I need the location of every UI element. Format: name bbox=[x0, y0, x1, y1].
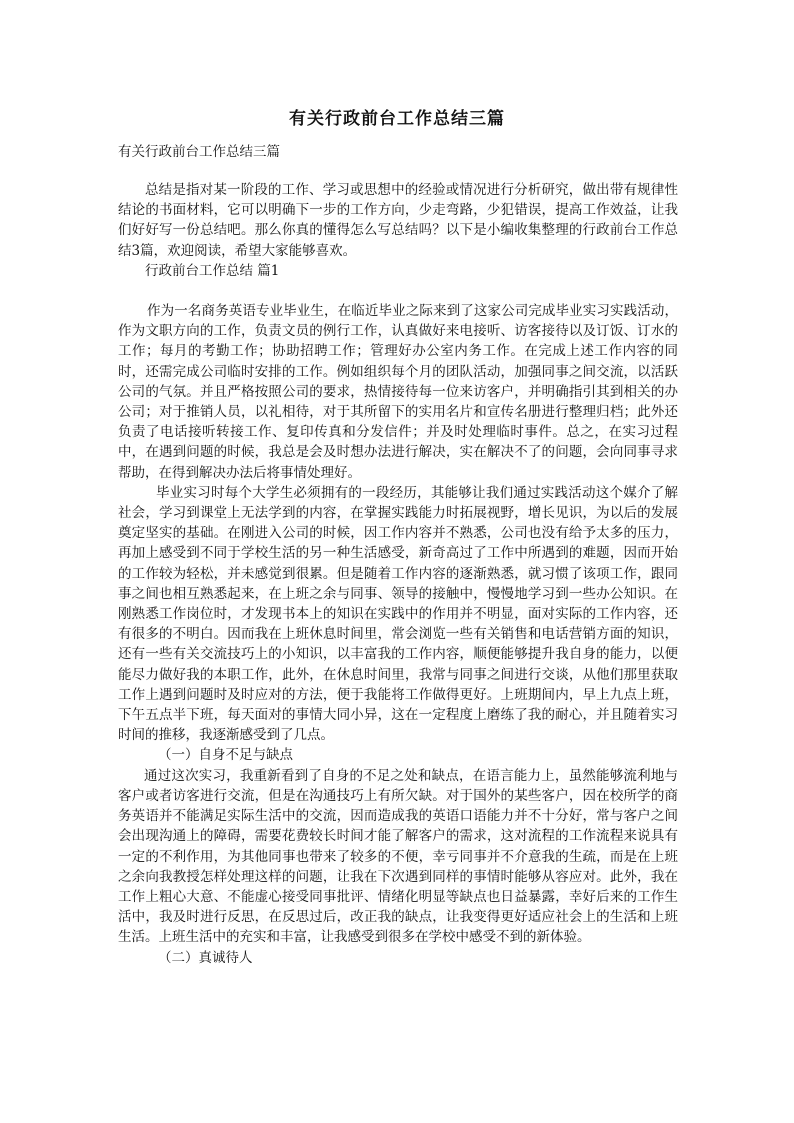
section-subheading: （一）自身不足与缺点 bbox=[158, 747, 293, 764]
paragraph-gap bbox=[118, 281, 678, 301]
document-title: 有关行政前台工作总结三篇 bbox=[289, 109, 505, 129]
body-paragraph: 通过这次实习，我重新看到了自身的不足之处和缺点，在语言能力上，虽然能够流利地与客户或者访客进行交流，但是在沟通技巧上有所欠缺。对于国外的某些客户，因在校所学的商务英语并不能满足实际生活中的交流，因而造成我的英语口语能力并不十分好，常与客户之间会出现沟通上的障碍，需要花费较长时间才能了解客户的需求，这对流程的工作流程来说具有一定的不利作用，为其他同事也带来了较多的不便，幸亏同事并不介意我的生疏，而是在上班之余向我教授怎样处理这样的问题，让我在下次遇到同样的事情时能够从容应对。此外，我在工作上粗心大意、不能虚心接受同事批评、情绪化明显等缺点也日益暴露，幸好后来的工作生活中，我及时进行反思，在反思过后，改正我的缺点，让我变得更好适应社会上的生活和上班生活。上班生活中的充实和丰富，让我感受到很多在学校中感受不到的新体验。 bbox=[118, 767, 678, 946]
body-paragraph: 作为一名商务英语专业毕业生，在临近毕业之际来到了这家公司完成毕业实习实践活动，作为文职方向的工作，负责文员的例行工作，认真做好来电接听、访客接待以及订饭、订水的工作；每月的考勤工作；协助招聘工作；管理好办公室内务工作。在完成上述工作内容的同时，还需完成公司临时安排的工作。例如组织每个月的团队活动，加强同事之间交流，以活跃公司的气氛。并且严格按照公司的要求，热情接待每一位来访客户，并明确指引其到相关的办公司；对于推销人员，以礼相待，对于其所留下的实用名片和宣传名册进行整理归档；此外还负责了电话接听转接工作、复印传真和分发信件；并及时处理临时事件。总之，在实习过程中，在遇到问题的时候，我总是会及时想办法进行解决，实在解决不了的问题，会向同事寻求帮助，在得到解决办法后将事情处理好。 bbox=[118, 303, 678, 481]
document-body bbox=[118, 180, 678, 968]
intro-paragraph: 总结是指对某一阶段的工作、学习或思想中的经验或情况进行分析研究，做出带有规律性结论的书面材料，它可以明确下一步的工作方向，少走弯路，少犯错误，提高工作效益，让我们好好写一份总结吧。那么你真的懂得怎么写总结吗？以下是小编收集整理的行政前台工作总结3篇，欢迎阅读，希望大家能够喜欢。 bbox=[118, 182, 678, 259]
body-paragraph: 毕业实习时每个大学生必须拥有的一段经历，其能够让我们通过实践活动这个媒介了解社会，学习到课堂上无法学到的内容，在掌握实践能力时拓展视野，增长见识，为以后的发展奠定坚实的基础。在刚进入公司的时候，因工作内容并不熟悉，公司也没有给予太多的压力，再加上感受到不同于学校生活的另一种生活感受，新奇高过了工作中所遇到的难题，因而开始的工作较为轻松，并未感觉到很累。但是随着工作内容的逐渐熟悉，就习惯了该项工作，跟同事之间也相互熟悉起来，在上班之余与同事、领导的接触中，慢慢地学习到一些办公知识。在刚熟悉工作岗位时，才发现书本上的知识在实践中的作用并不明显，面对实际的工作内容，还有很多的不明白。因而我在上班休息时间里，常会浏览一些有关销售和电话营销方面的知识，还有一些有关交流技巧上的小知识，以丰富我的工作内容，顺便能够提升我自身的能力，以便能尽力做好我的本职工作，此外，在休息时间里，我常与同事之间进行交谈，从他们那里获取工作上遇到问题时及时应对的方法，便于我能将工作做得更好。上班期间内，早上九点上班，下午五点半下班，每天面对的事情大同小异，这在一定程度上磨练了我的耐心，并且随着实习时间的推移，我逐渐感受到了几点。 bbox=[118, 484, 678, 744]
section1-heading: 行政前台工作总结 篇1 bbox=[145, 262, 280, 279]
document-subtitle: 有关行政前台工作总结三篇 bbox=[118, 144, 280, 160]
section-subheading: （二）真诚待人 bbox=[158, 949, 253, 966]
